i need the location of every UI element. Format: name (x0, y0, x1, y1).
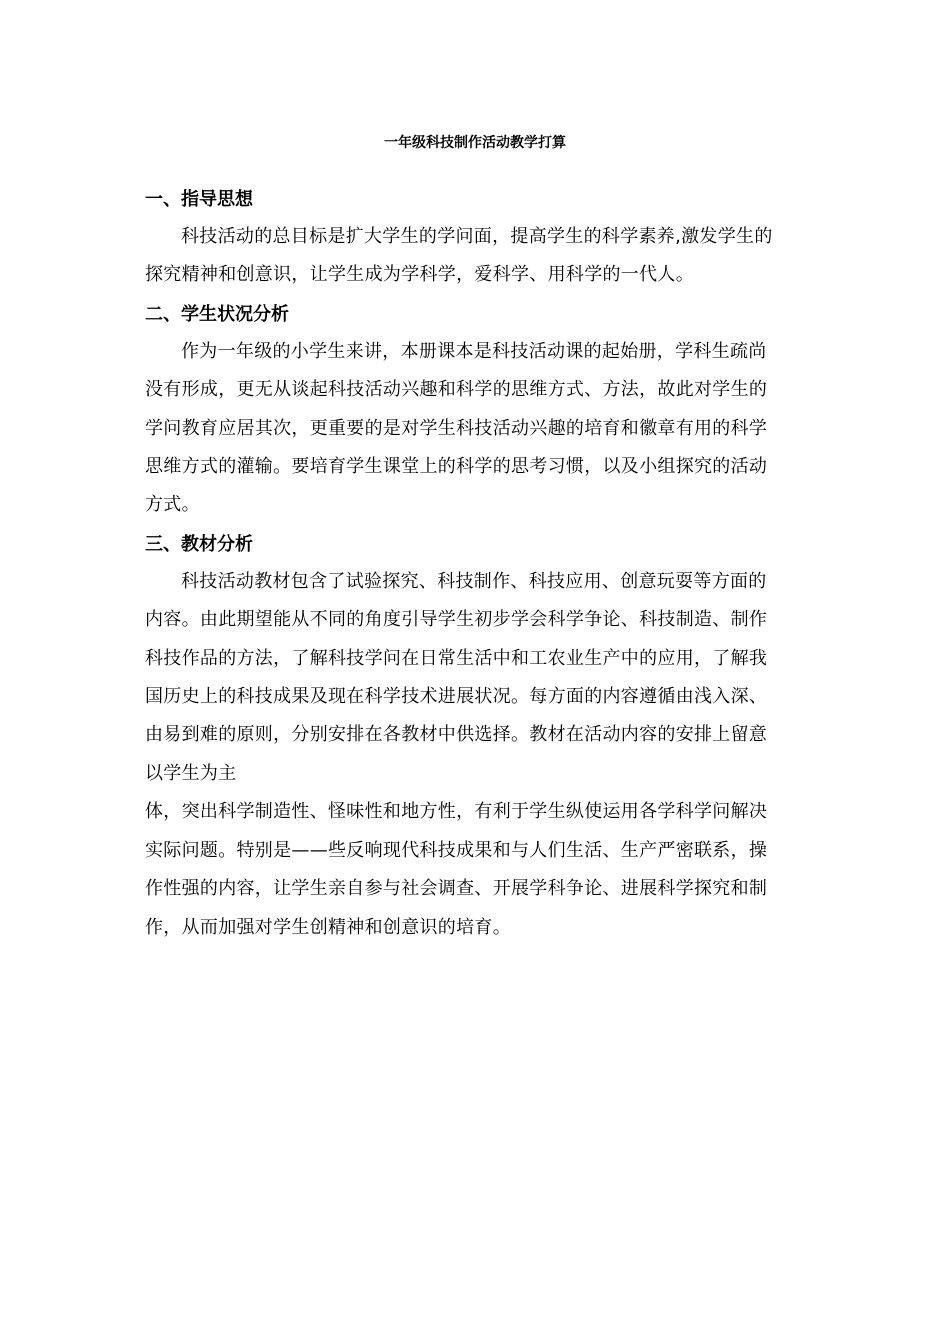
paragraph-line: 科技作品的方法，了解科技学问在日常生活中和工农业生产中的应用，了解我 (145, 647, 768, 669)
paragraph-line: 实际问题。特别是——些反响现代科技成果和与人们生活、生产严密联系，操 (145, 839, 768, 861)
paragraph-line: 作性强的内容，让学生亲自参与社会调查、开展学科争论、进展科学探究和制 (145, 878, 768, 900)
paragraph-line: 思维方式的灌输。要培育学生课堂上的科学的思考习惯，以及小组探究的活动 (145, 456, 768, 478)
section-paragraph-student-analysis (145, 333, 805, 525)
paragraph-line: 由易到难的原则，分别安排在各教材中供选择。教材在活动内容的安排上留意 (145, 724, 768, 746)
section-paragraph-guiding-thought (145, 218, 805, 295)
section-paragraph-textbook-analysis-continued (145, 793, 805, 947)
paragraph-line: 内容。由此期望能从不同的角度引导学生初步学会科学争论、科技制造、制作 (145, 609, 768, 631)
paragraph-line: 国历史上的科技成果及现在科学技术进展状况。每方面的内容遵循由浅入深、 (145, 686, 768, 708)
paragraph-line: 方式。 (145, 494, 200, 516)
section-heading-student-analysis: 二、学生状况分析 (145, 303, 289, 325)
paragraph-line: 作，从而加强对学生创精神和创意识的培育。 (145, 916, 511, 938)
paragraph-line: 探究精神和创意识，让学生成为学科学，爱科学、用科学的一代人。 (145, 264, 694, 286)
section-heading-guiding-thought: 一、指导思想 (145, 189, 253, 210)
document-title: 一年级科技制作活动教学打算 (384, 135, 566, 151)
paragraph-line: 学问教育应居其次，更重要的是对学生科技活动兴趣的培育和徽章有用的科学 (145, 417, 768, 439)
section-paragraph-textbook-analysis (145, 563, 805, 793)
paragraph-line: 作为一年级的小学生来讲，本册课本是科技活动课的起始册，学科生疏尚 (181, 340, 767, 362)
paragraph-line: 以学生为主 (145, 762, 237, 784)
document-body (145, 182, 805, 947)
paragraph-line: 没有形成，更无从谈起科技活动兴趣和科学的思维方式、方法，故此对学生的 (145, 379, 768, 401)
section-heading-textbook-analysis: 三、教材分析 (145, 533, 253, 555)
paragraph-line: 科技活动的总目标是扩大学生的学问面，提高学生的科学素养,激发学生的 (181, 226, 773, 247)
paragraph-line: 体，突出科学制造性、怪味性和地方性，有利于学生纵使运用各学科学问解决 (145, 801, 768, 823)
paragraph-line: 科技活动教材包含了试验探究、科技制作、科技应用、创意玩耍等方面的 (181, 570, 767, 592)
